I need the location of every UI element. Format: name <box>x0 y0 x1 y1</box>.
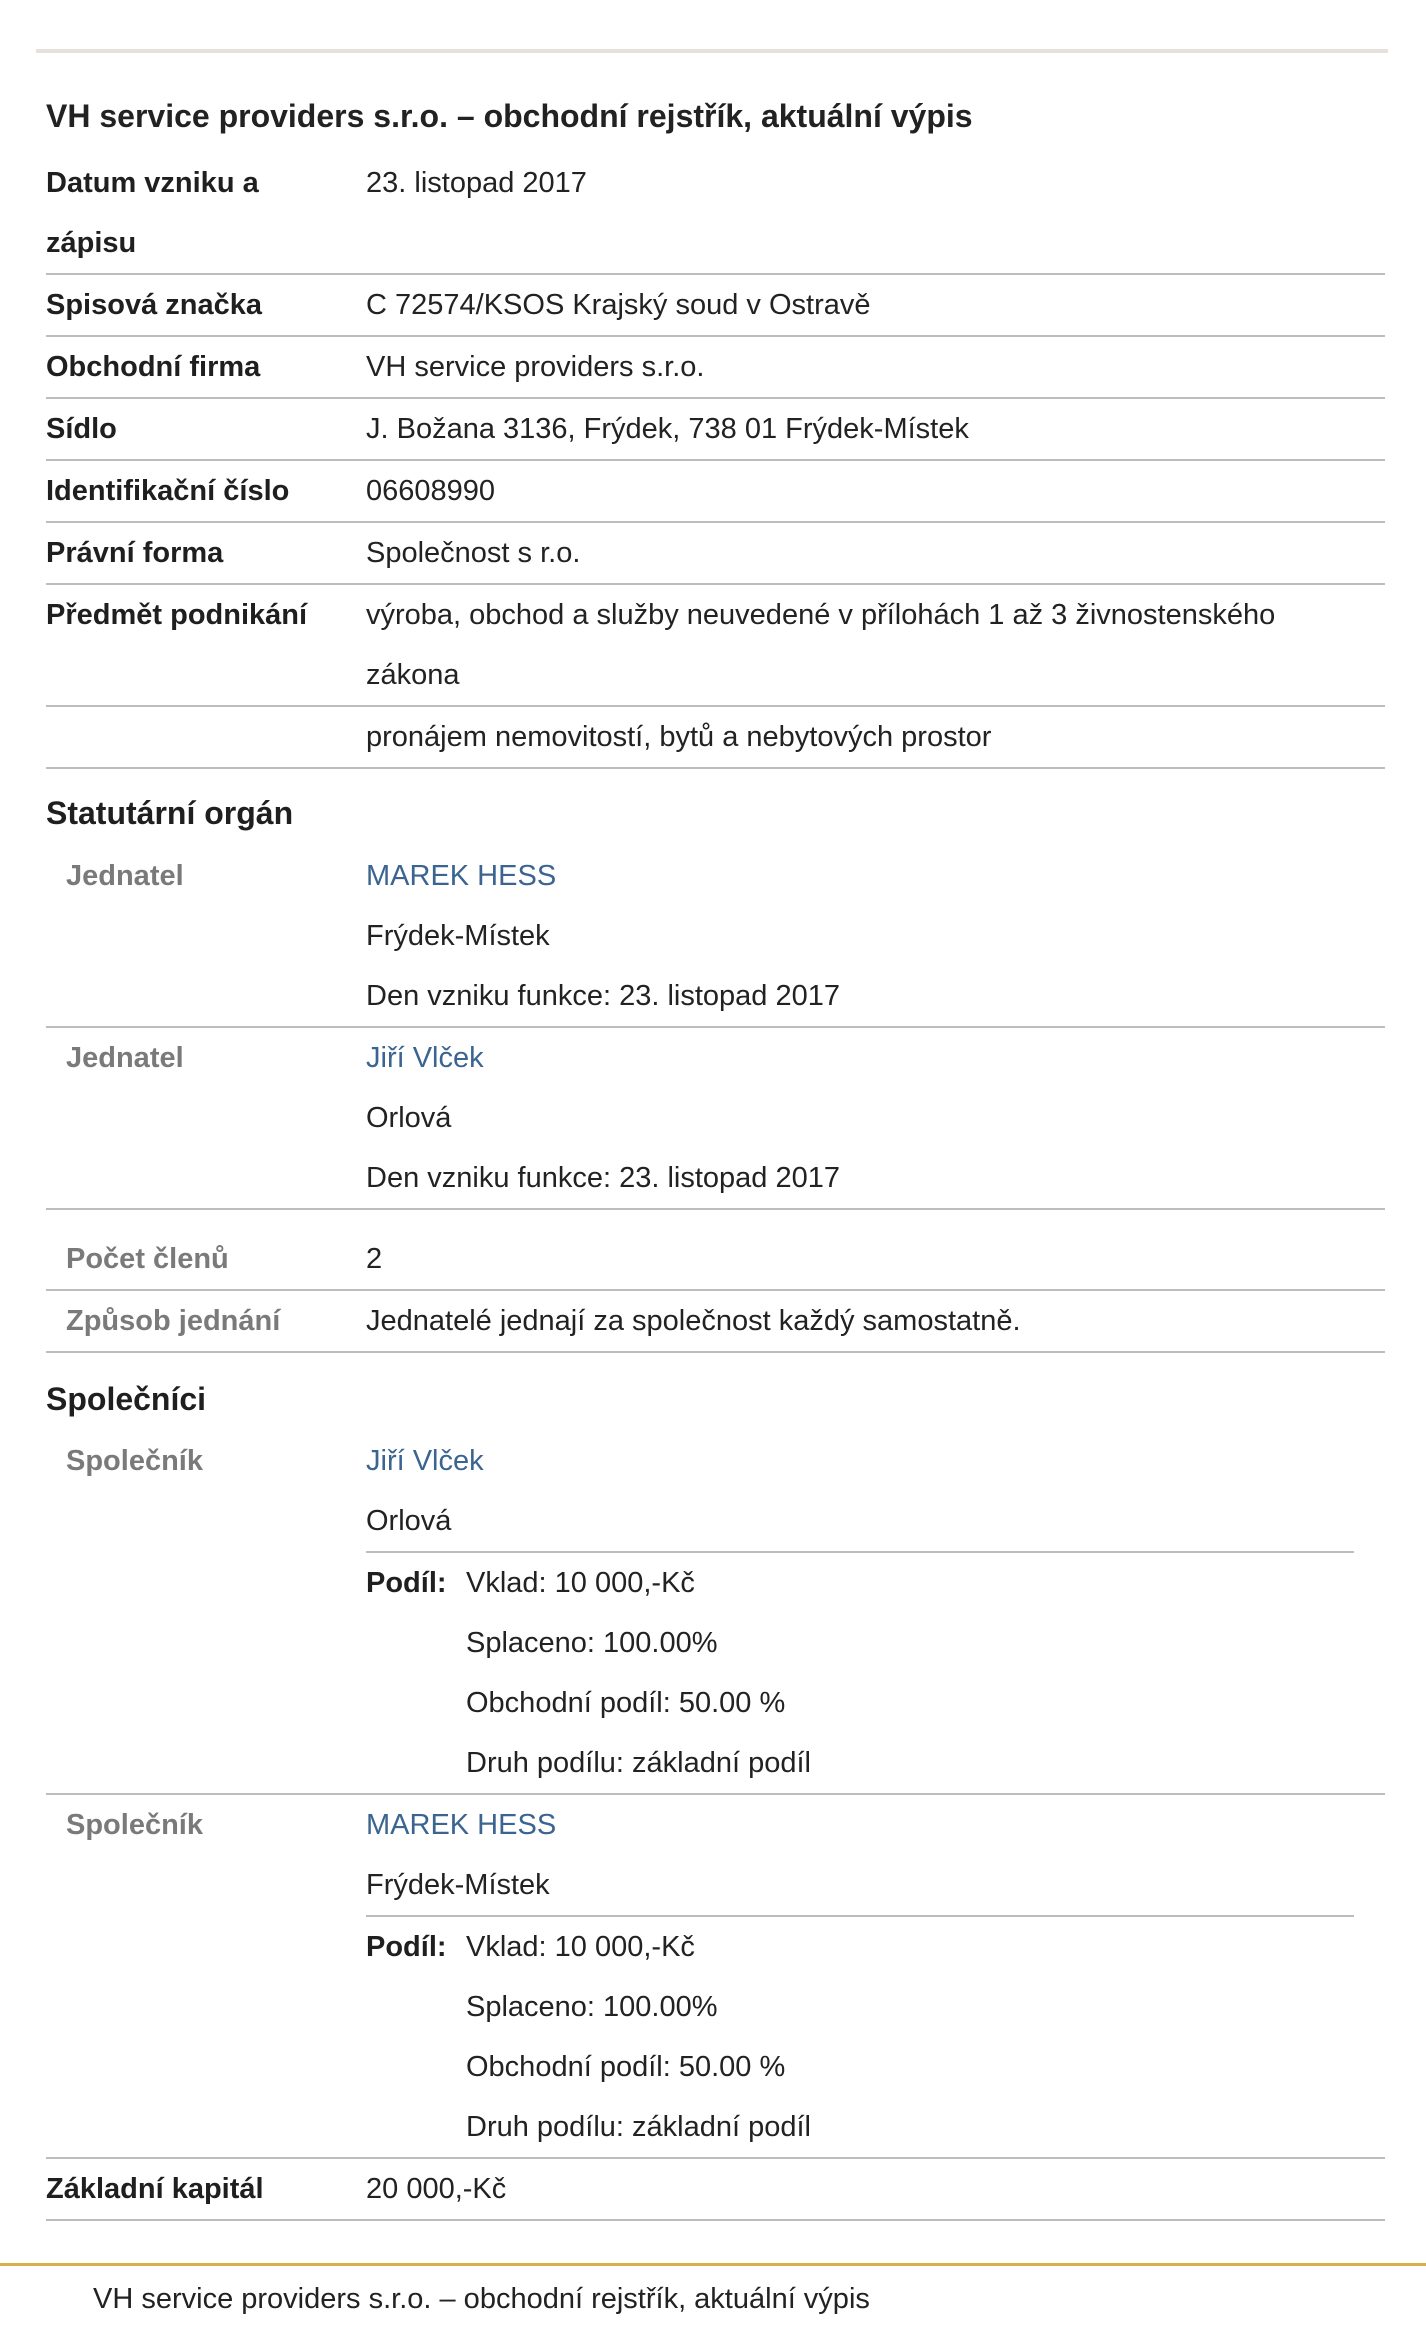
value-predmet-podnikani-2: pronájem nemovitostí, bytů a nebytových prostor <box>366 721 992 753</box>
value-pocet-clenu: 2 <box>366 1243 383 1275</box>
label-predmet-podnikani: Předmět podnikání <box>46 599 308 631</box>
value-sidlo: J. Božana 3136, Frýdek, 738 01 Frýdek-Místek <box>366 413 969 445</box>
divider <box>46 1208 1385 1210</box>
value-pravni-forma: Společnost s r.o. <box>366 537 581 569</box>
divider <box>46 1351 1385 1353</box>
divider <box>46 1026 1385 1028</box>
label-zakladni-kapital: Základní kapitál <box>46 2173 264 2205</box>
value-jednatel-since: Den vzniku funkce: 23. listopad 2017 <box>366 1162 840 1194</box>
label-datum-vzniku-1: Datum vzniku a <box>46 167 259 199</box>
label-jednatel: Jednatel <box>66 860 184 892</box>
value-obchodni-firma: VH service providers s.r.o. <box>366 351 705 383</box>
label-spolecnik: Společník <box>66 1445 203 1477</box>
label-identifikacni-cislo: Identifikační číslo <box>46 475 290 507</box>
value-jednatel-since: Den vzniku funkce: 23. listopad 2017 <box>366 980 840 1012</box>
label-podil: Podíl: <box>366 1931 447 1963</box>
value-spolecnik-place: Frýdek-Místek <box>366 1869 550 1901</box>
value-splaceno: Splaceno: 100.00% <box>466 1991 718 2023</box>
label-pravni-forma: Právní forma <box>46 537 224 569</box>
value-zakladni-kapital: 20 000,-Kč <box>366 2173 507 2205</box>
value-predmet-podnikani-1a: výroba, obchod a služby neuvedené v přílohách 1 až 3 živnostenského <box>366 599 1276 631</box>
label-jednatel: Jednatel <box>66 1042 184 1074</box>
value-zpusob-jednani: Jednatelé jednají za společnost každý samostatně. <box>366 1305 1021 1337</box>
value-druh-podilu: Druh podílu: základní podíl <box>466 1747 811 1779</box>
page-title: VH service providers s.r.o. – obchodní rejstřík, aktuální výpis <box>46 98 973 134</box>
value-obchodni-podil: Obchodní podíl: 50.00 % <box>466 1687 786 1719</box>
value-jednatel-place: Orlová <box>366 1102 452 1134</box>
label-spisova-znacka: Spisová značka <box>46 289 262 321</box>
section-spolecnici: Společníci <box>46 1381 207 1417</box>
value-identifikacni-cislo: 06608990 <box>366 475 496 507</box>
label-podil: Podíl: <box>366 1567 447 1599</box>
link-jednatel-name[interactable]: MAREK HESS <box>366 860 557 892</box>
value-predmet-podnikani-1b: zákona <box>366 659 460 691</box>
value-vklad: Vklad: 10 000,-Kč <box>466 1567 695 1599</box>
divider <box>46 2219 1385 2221</box>
value-datum-vzniku: 23. listopad 2017 <box>366 167 587 199</box>
label-sidlo: Sídlo <box>46 413 117 445</box>
value-spisova-znacka: C 72574/KSOS Krajský soud v Ostravě <box>366 289 871 321</box>
value-vklad: Vklad: 10 000,-Kč <box>466 1931 695 1963</box>
value-obchodni-podil: Obchodní podíl: 50.00 % <box>466 2051 786 2083</box>
value-druh-podilu: Druh podílu: základní podíl <box>466 2111 811 2143</box>
divider <box>46 1793 1385 1795</box>
value-splaceno: Splaceno: 100.00% <box>466 1627 718 1659</box>
footer-divider <box>0 2263 1426 2266</box>
label-datum-vzniku-2: zápisu <box>46 227 137 259</box>
link-spolecnik-name[interactable]: MAREK HESS <box>366 1809 557 1841</box>
link-spolecnik-name[interactable]: Jiří Vlček <box>366 1445 484 1477</box>
divider <box>46 767 1385 769</box>
divider <box>46 521 1385 523</box>
label-obchodni-firma: Obchodní firma <box>46 351 261 383</box>
section-statutarni-organ: Statutární orgán <box>46 795 294 831</box>
footer-text: VH service providers s.r.o. – obchodní rejstřík, aktuální výpis <box>93 2283 870 2315</box>
value-spolecnik-place: Orlová <box>366 1505 452 1537</box>
value-jednatel-place: Frýdek-Místek <box>366 920 550 952</box>
link-jednatel-name[interactable]: Jiří Vlček <box>366 1042 484 1074</box>
label-zpusob-jednani: Způsob jednání <box>66 1305 281 1337</box>
label-spolecnik: Společník <box>66 1809 203 1841</box>
label-pocet-clenu: Počet členů <box>66 1243 229 1275</box>
